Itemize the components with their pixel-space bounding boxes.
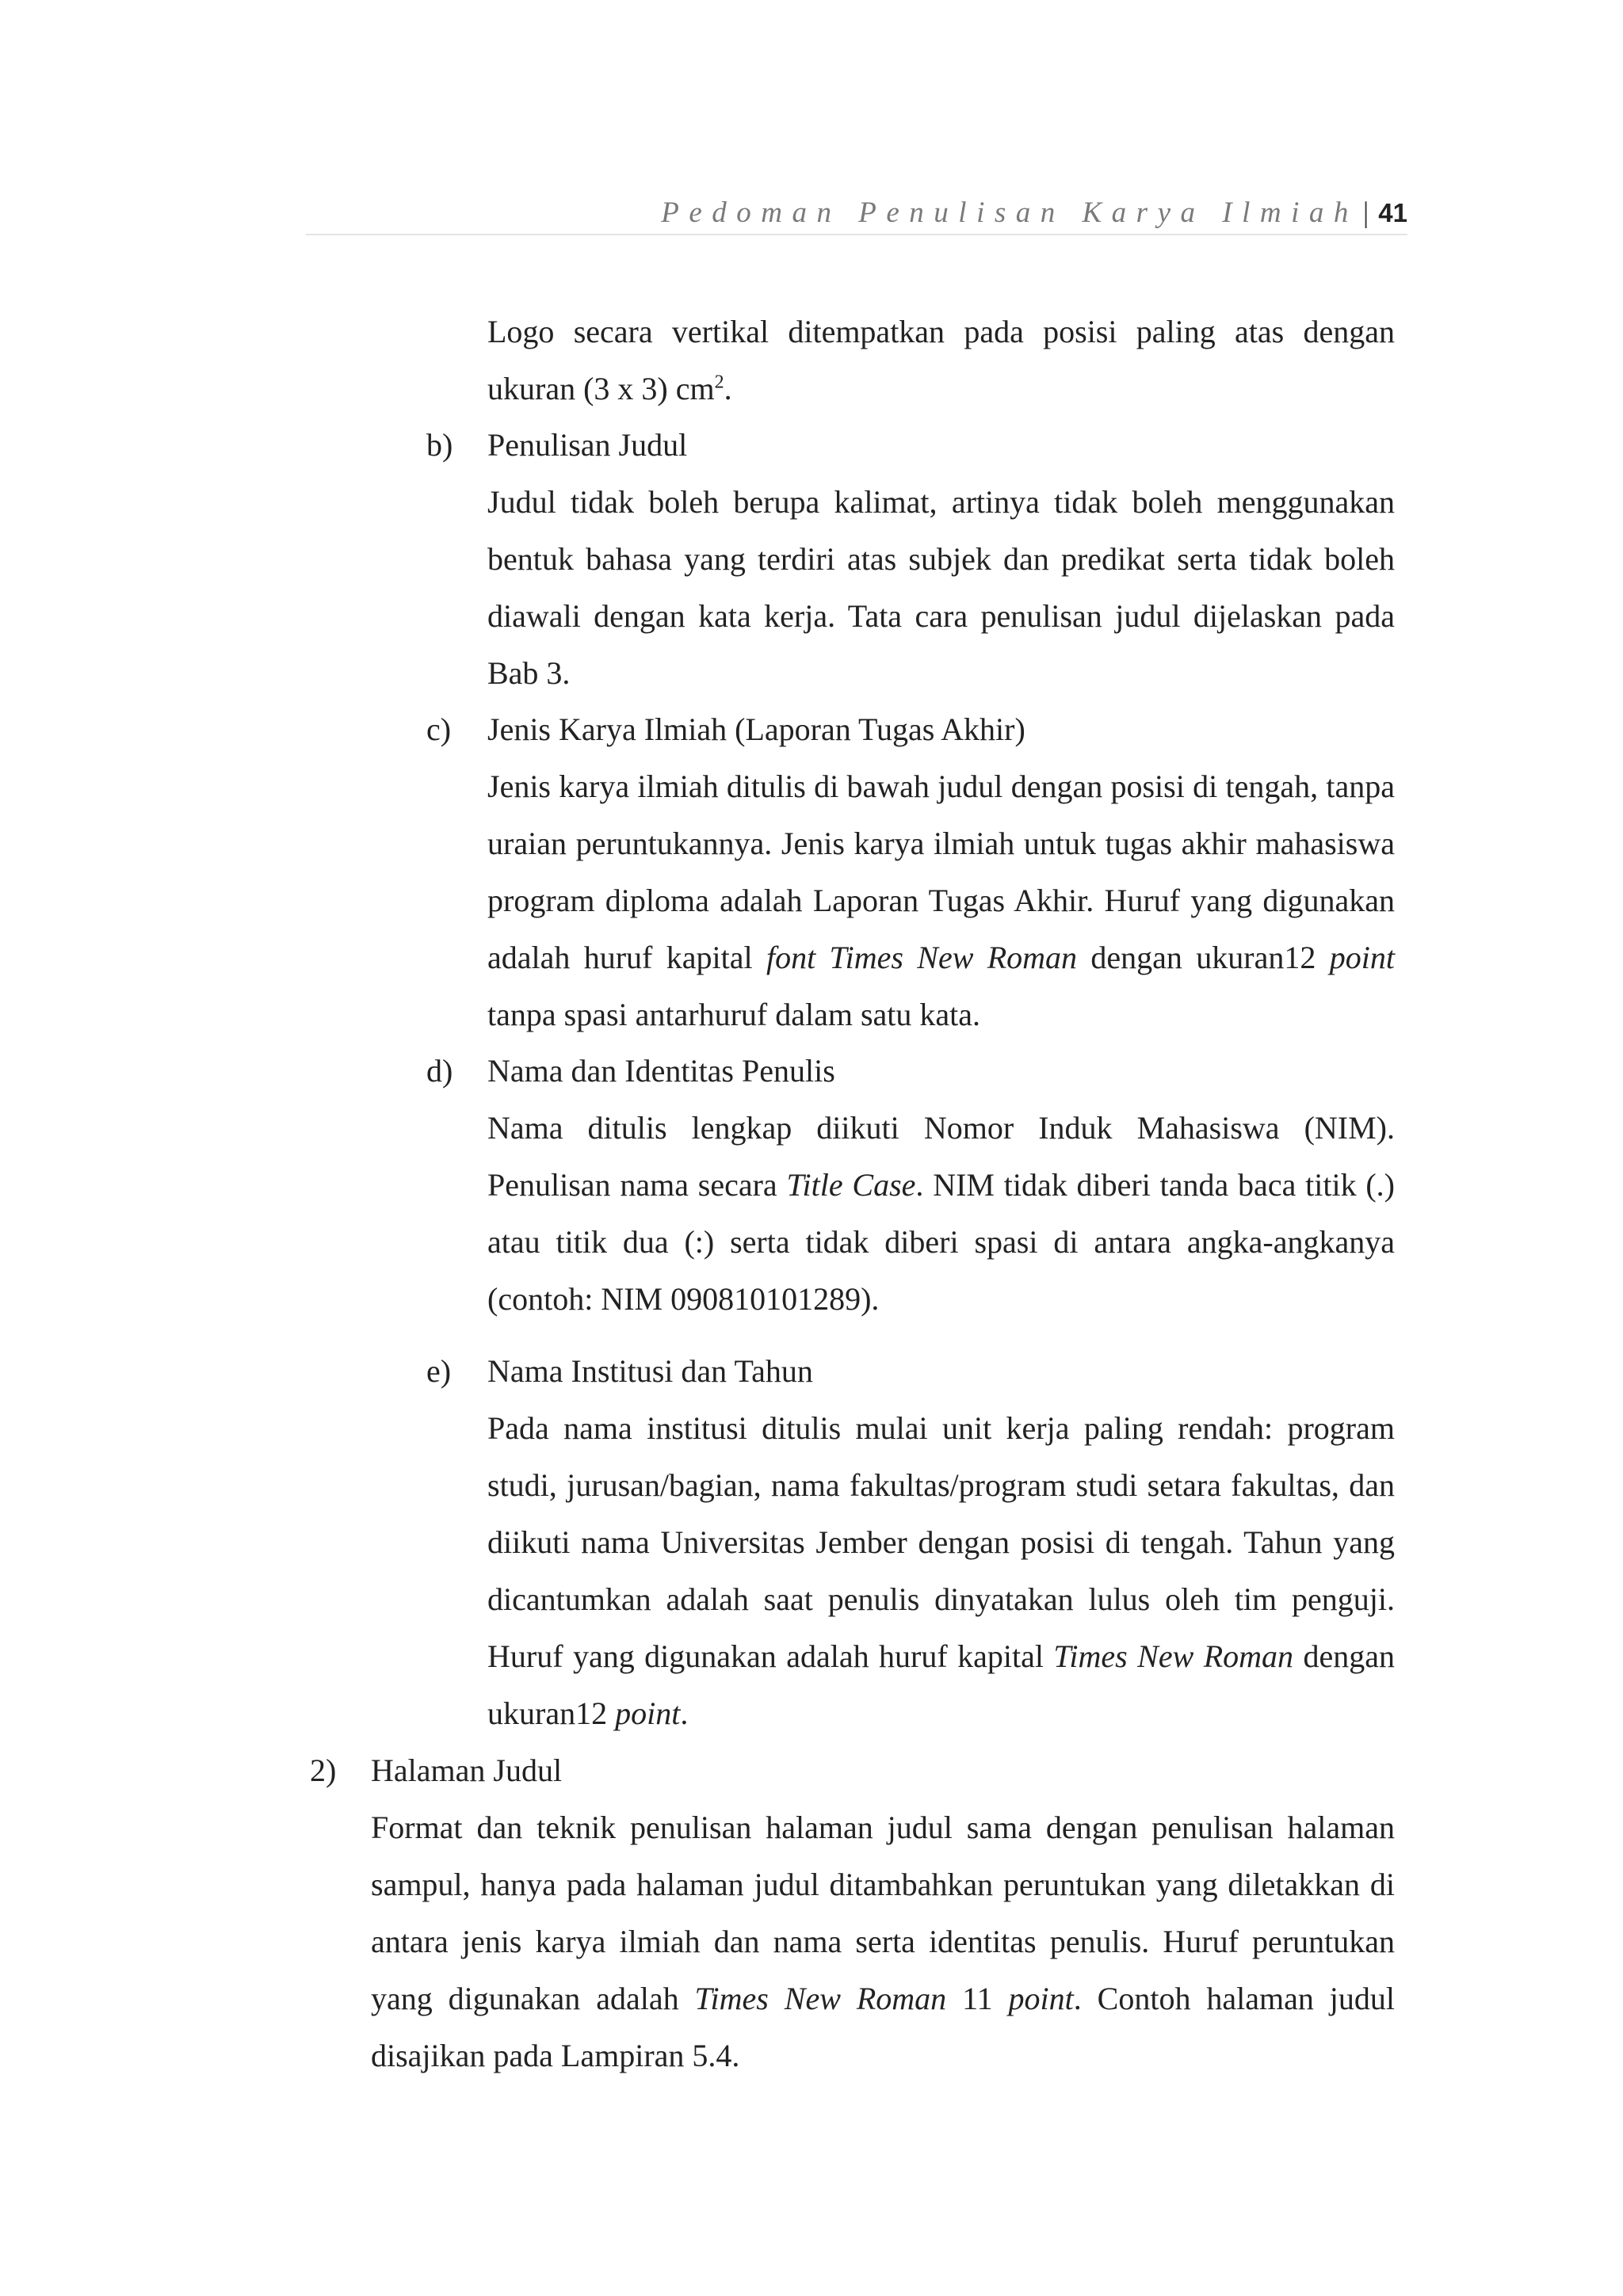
paragraph-halaman-judul: Format dan teknik penulisan halaman judul sama dengan penulisan halaman sampul, hanya pada halaman judul ditambahkan peruntukan yang diletakkan di antara jenis karya ilmiah dan nama serta identitas penulis. Huruf peruntukan yang digunakan adalah Times New Roman 11 point. Contoh halaman judul disajikan pada Lampiran 5.4. <box>371 1810 1396 2073</box>
paragraph-nama-institusi: Pada nama institusi ditulis mulai unit kerja paling rendah: program studi, jurusan/bagian, nama fakultas/program studi setara fakultas, dan diikuti nama Universitas Jember dengan posisi di tengah. Tahun yang dicantumkan adalah saat penulis dinyatakan lulus oleh tim penguji. Huruf yang digunakan adalah huruf kapital Times New Roman dengan ukuran12 point. <box>487 1410 1396 1731</box>
subheading-jenis-karya-ilmiah: Jenis Karya Ilmiah (Laporan Tugas Akhir) <box>487 711 1025 747</box>
subheading-nama-institusi: Nama Institusi dan Tahun <box>487 1353 813 1389</box>
page-number: 41 <box>1378 198 1407 227</box>
list-marker-c: c) <box>426 711 452 747</box>
list-marker-2: 2) <box>310 1753 337 1788</box>
subheading-penulisan-judul: Penulisan Judul <box>487 427 688 463</box>
header-rule <box>306 234 1407 235</box>
list-marker-b: b) <box>426 427 453 463</box>
header-separator: | <box>1362 196 1369 229</box>
list-marker-e: e) <box>426 1353 452 1389</box>
subheading-nama-identitas: Nama dan Identitas Penulis <box>487 1053 835 1089</box>
running-title: Pedoman Penulisan Karya Ilmiah <box>661 196 1358 229</box>
paragraph-penulisan-judul: Judul tidak boleh berupa kalimat, artinya tidak boleh menggunakan bentuk bahasa yang terdiri atas subjek dan predikat serta tidak boleh diawali dengan kata kerja. Tata cara penulisan judul dijelaskan pada Bab 3. <box>487 484 1395 691</box>
paragraph-jenis-karya-ilmiah: Jenis karya ilmiah ditulis di bawah judul dengan posisi di tengah, tanpa uraian peruntukannya. Jenis karya ilmiah untuk tugas akhir mahasiswa program diploma adalah Laporan Tugas Akhir. Huruf yang digunakan adalah huruf kapital font Times New Roman dengan ukuran12 point tanpa spasi antarhuruf dalam satu kata. <box>487 769 1395 1032</box>
paragraph-nama-identitas: Nama ditulis lengkap diikuti Nomor Induk Mahasiswa (NIM). Penulisan nama secara Title Case. NIM tidak diberi tanda baca titik (.) atau titik dua (:) serta tidak diberi spasi di antara angka-angkanya (contoh: NIM 090810101289). <box>487 1110 1396 1317</box>
running-header <box>306 195 1407 231</box>
subheading-halaman-judul: Halaman Judul <box>371 1753 563 1788</box>
list-marker-d: d) <box>426 1053 453 1089</box>
superscript: 2 <box>714 372 724 393</box>
intro-paragraph: Logo secara vertikal ditempatkan pada posisi paling atas dengan ukuran (3 x 3) $cm^2$. <box>487 314 1395 406</box>
